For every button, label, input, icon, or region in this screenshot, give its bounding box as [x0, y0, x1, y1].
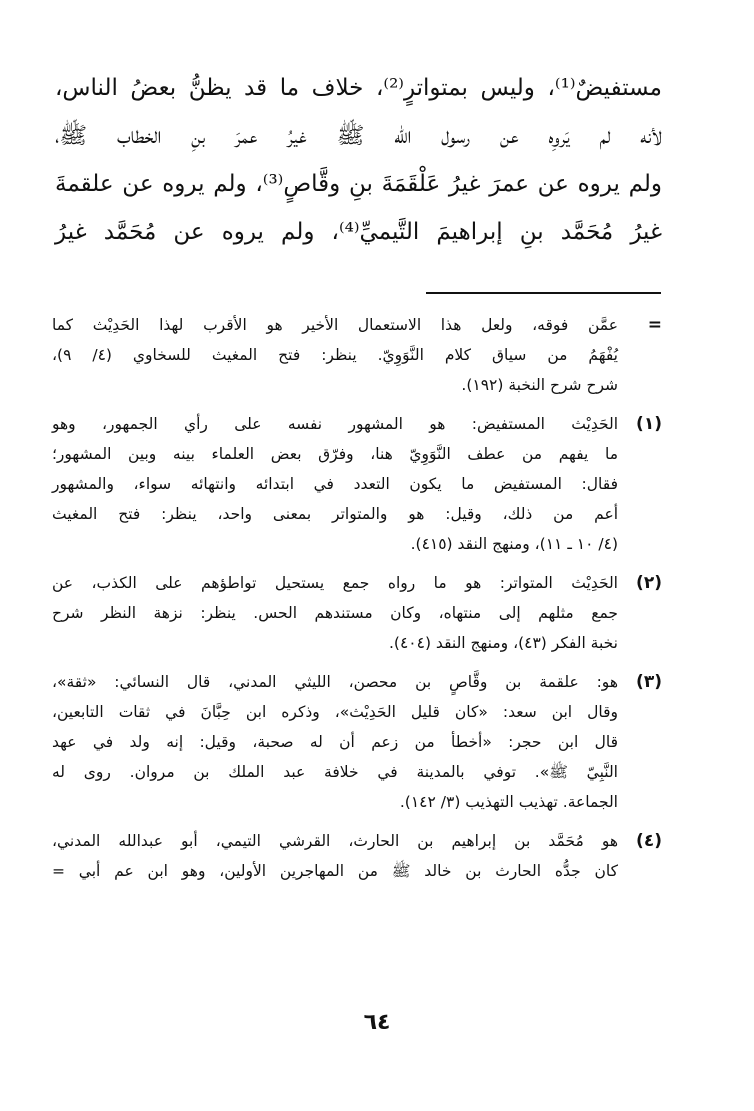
footnote-marker: (٢)	[636, 573, 662, 593]
footnote-separator	[426, 292, 661, 294]
footnote-body	[52, 409, 618, 559]
footnote-marker: (١)	[636, 414, 662, 434]
footnote-line: نخبة الفكر (٤٣)، ومنهج النقد (٤٠٤).	[388, 634, 618, 652]
footnote-line: هو مُحَمَّد بن إبراهيم بن الحارث، القرشي التيمي، أبو عبدالله المدني،	[52, 832, 618, 850]
footnote-marker: (٣)	[636, 672, 662, 692]
footnote-line: الجماعة. تهذيب التهذيب (٣/ ١٤٢).	[399, 793, 618, 811]
footnote-marker: (٤)	[636, 831, 662, 851]
footnote-continuation	[52, 310, 662, 400]
main-text-line: مستفيضٌ⁽¹⁾، وليس بمتواترٍ⁽²⁾، خلاف ما قد يظنُّ بعضُ الناس،	[55, 75, 662, 101]
footnote-4	[52, 826, 662, 886]
footnote-line: (٤/ ١٠ ـ ١١)، ومنهج النقد (٤١٥).	[410, 535, 618, 553]
main-text-line: غيرُ مُحَمَّد بنِ إبراهيمَ التَّيميِّ⁽⁴⁾، ولم يروه عن مُحَمَّد غيرُ	[55, 219, 662, 245]
footnote-2	[52, 568, 662, 658]
page-number: ٦٤	[363, 1010, 391, 1035]
footnote-line: ما يفهم من عطف النَّوَوِيّ هنا، وفرّق بعض العلماء بينه وبين المشهور؛	[52, 445, 618, 463]
footnote-line: قال ابن حجر: «أخطأ من زعم أن له صحبة، وقيل: إنه ولد في عهد	[52, 733, 618, 751]
footnote-line: النَّبِيّ ﷺ». توفي بالمدينة في خلافة عبد الملك بن مروان. روى له	[52, 763, 618, 781]
footnote-line: وقال ابن سعد: «كان قليل الحَدِيْث»، وذكره ابن حِبَّانَ في ثقات التابعين،	[52, 703, 618, 721]
footnote-1	[52, 409, 662, 559]
footnote-marker: =	[647, 315, 662, 335]
footnote-line: فقال: المستفيض ما يكون التعدد في ابتدائه وانتهائه سواء، والمشهور	[52, 475, 618, 493]
footnote-line: الحَدِيْث المستفيض: هو المشهور نفسه على رأي الجمهور، وهو	[52, 415, 618, 433]
footnote-body	[52, 310, 618, 400]
footnotes	[52, 310, 662, 895]
footnote-line: هو: علقمة بن وقَّاصٍ بن محصن، الليثي المدني، قال النسائي: «ثقة»،	[52, 673, 618, 691]
footnote-body	[52, 568, 618, 658]
footnote-body	[52, 667, 618, 817]
footnote-line: الحَدِيْث المتواتر: هو ما رواه جمع يستحيل تواطؤهم على الكذب، عن	[52, 574, 618, 592]
footnote-line: جمع مثلهم إلى منتهاه، وكان مستندهم الحس. ينظر: نزهة النظر شرح	[52, 604, 618, 622]
main-text	[55, 64, 662, 256]
footnote-line: شرح شرح النخبة (١٩٢).	[461, 376, 618, 394]
main-text-line: ولم يروه عن عمرَ غيرُ عَلْقَمَةَ بنِ وقَّاصٍ⁽³⁾، ولم يروه عن علقمةَ	[55, 171, 663, 197]
footnote-line: أعم من ذلك، وقيل: هو والمتواتر بمعنى واحد، ينظر: فتح المغيث	[52, 505, 618, 523]
footnote-line: كان جدُّه الحارث بن خالد ﷺ من المهاجرين الأولين، وهو ابن عم أبي =	[52, 862, 618, 880]
footnote-line: يُفْهَمُ من سياق كلام النَّوَوِيّ. ينظر: فتح المغيث للسخاوي (٤/ ٩)،	[52, 346, 618, 364]
footnote-line: عمَّن فوقه، ولعل هذا الاستعمال الأخير هو الأقرب لهذا الحَدِيْث كما	[52, 316, 618, 334]
footnote-3	[52, 667, 662, 817]
footnote-body	[52, 826, 618, 886]
main-text-line: لأنه لم يَروِه عن رسول الله ﷺ غيرُ عمرَ بنِ الخطاب ﷺ،	[55, 123, 662, 149]
